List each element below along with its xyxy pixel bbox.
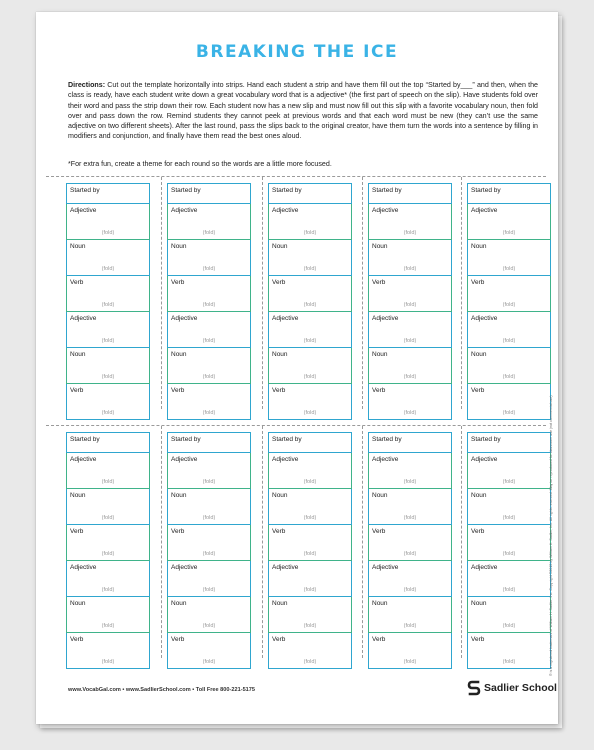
field-label: Verb [70,387,84,394]
extra-note: *For extra fun, create a theme for each round so the words are a little more focused. [68,160,332,168]
word-field[interactable] [268,240,352,276]
word-field[interactable] [66,525,150,561]
fold-label: (fold) [502,515,516,521]
word-field[interactable] [368,453,452,489]
field-label: Noun [171,600,187,607]
word-field[interactable] [368,204,452,240]
fold-label: (fold) [202,551,216,557]
fold-label: (fold) [403,266,417,272]
fold-label: (fold) [101,302,115,308]
field-label: Noun [272,243,288,250]
field-label: Started by [372,436,402,443]
field-label: Verb [272,636,286,643]
field-label: Noun [272,600,288,607]
word-field[interactable] [66,384,150,420]
directions-text: Cut out the template horizontally into strips. Hand each student a strip and have them fill out the top “Started by___” and then, when the class is ready, have each student write down a great vocabulary word that is a adjective* (the first part of speech on the slip). Have students fold over their word and pass the strip down their row. Each student now has a new slip and must now fill out this slip with a favorite vocabulary noun, then fold over and pass down the row. Remind students they cannot peek at previous words and that each word must be new (they can’t use the same adjective on two different sheets). After the last round, pass the slips back to the original creator, have them turn the words into a sentence by filling in modifiers and conjunction, and finally have them read the best ones aloud. [68,81,538,141]
field-label: Started by [272,436,302,443]
cut-line-vertical [461,177,462,409]
field-label: Started by [171,436,201,443]
field-label: Verb [272,387,286,394]
fold-label: (fold) [101,230,115,236]
fold-label: (fold) [403,338,417,344]
fold-label: (fold) [502,479,516,485]
fold-label: (fold) [502,302,516,308]
field-label: Noun [272,492,288,499]
field-label: Noun [171,351,187,358]
cut-line-vertical [362,177,363,409]
logo-text: Sadlier School [484,682,557,694]
word-field[interactable] [167,276,251,312]
field-label: Adjective [272,456,299,463]
word-field[interactable] [268,489,352,525]
fold-label: (fold) [303,551,317,557]
field-label: Noun [272,351,288,358]
word-field[interactable] [66,561,150,597]
field-label: Verb [171,636,185,643]
fold-label: (fold) [303,338,317,344]
fold-label: (fold) [202,623,216,629]
fold-label: (fold) [502,374,516,380]
field-label: Started by [471,187,501,194]
fold-label: (fold) [303,623,317,629]
field-label: Verb [272,279,286,286]
field-label: Started by [171,187,201,194]
started-by-field[interactable] [467,183,551,204]
word-field[interactable] [467,453,551,489]
word-field[interactable] [268,312,352,348]
page-title: BREAKING THE ICE [195,42,399,62]
word-field[interactable] [467,204,551,240]
field-label: Verb [372,279,386,286]
field-label: Noun [70,243,86,250]
fold-label: (fold) [303,659,317,665]
field-label: Adjective [471,456,498,463]
field-label: Verb [70,636,84,643]
word-field[interactable] [66,312,150,348]
field-label: Adjective [272,315,299,322]
field-label: Noun [471,243,487,250]
field-label: Adjective [70,564,97,571]
fold-label: (fold) [303,302,317,308]
fold-label: (fold) [502,338,516,344]
cut-line-vertical [262,177,263,409]
word-field[interactable] [467,489,551,525]
fold-label: (fold) [403,659,417,665]
started-by-field[interactable] [268,183,352,204]
word-field[interactable] [167,384,251,420]
fold-label: (fold) [303,515,317,521]
fold-label: (fold) [403,587,417,593]
fold-label: (fold) [303,230,317,236]
fold-label: (fold) [502,230,516,236]
word-field[interactable] [167,561,251,597]
cut-line-vertical [161,177,162,409]
field-label: Noun [372,351,388,358]
word-field[interactable] [368,348,452,384]
field-label: Noun [171,492,187,499]
started-by-field[interactable] [467,432,551,453]
fold-label: (fold) [101,410,115,416]
field-label: Started by [471,436,501,443]
fold-label: (fold) [303,587,317,593]
field-label: Adjective [70,207,97,214]
field-label: Verb [171,387,185,394]
word-field[interactable] [467,633,551,669]
field-label: Adjective [272,207,299,214]
fold-label: (fold) [502,266,516,272]
fold-label: (fold) [202,587,216,593]
word-field[interactable] [268,561,352,597]
field-label: Adjective [372,456,399,463]
ice-strip [167,432,251,665]
fold-label: (fold) [101,479,115,485]
cut-line-vertical [362,426,363,658]
cut-line-vertical [161,426,162,658]
field-label: Noun [70,492,86,499]
field-label: Verb [471,279,485,286]
word-field[interactable] [368,597,452,633]
field-label: Adjective [171,207,198,214]
field-label: Noun [471,351,487,358]
word-field[interactable] [268,276,352,312]
field-label: Adjective [272,564,299,571]
field-label: Adjective [471,564,498,571]
field-label: Adjective [372,207,399,214]
word-field[interactable] [268,597,352,633]
directions [68,80,538,142]
fold-label: (fold) [202,302,216,308]
word-field[interactable] [66,489,150,525]
field-label: Adjective [372,315,399,322]
fold-label: (fold) [101,338,115,344]
fold-label: (fold) [502,410,516,416]
ice-strip [467,183,551,416]
fold-label: (fold) [202,479,216,485]
field-label: Adjective [171,564,198,571]
started-by-field[interactable] [368,183,452,204]
logo-mark-icon [467,680,481,696]
field-label: Adjective [471,315,498,322]
fold-label: (fold) [403,551,417,557]
ice-strip [268,183,352,416]
word-field[interactable] [467,276,551,312]
word-field[interactable] [467,240,551,276]
field-label: Started by [272,187,302,194]
fold-label: (fold) [502,551,516,557]
fold-label: (fold) [202,659,216,665]
fold-label: (fold) [303,479,317,485]
field-label: Adjective [70,315,97,322]
field-label: Adjective [70,456,97,463]
fold-label: (fold) [502,659,516,665]
started-by-field[interactable] [66,183,150,204]
field-label: Verb [471,636,485,643]
field-label: Noun [70,351,86,358]
fold-label: (fold) [202,338,216,344]
field-label: Verb [372,528,386,535]
fold-label: (fold) [202,230,216,236]
word-field[interactable] [66,633,150,669]
fold-label: (fold) [403,230,417,236]
fold-label: (fold) [303,374,317,380]
field-label: Verb [70,528,84,535]
word-field[interactable] [167,204,251,240]
word-field[interactable] [66,453,150,489]
fold-label: (fold) [403,479,417,485]
fold-label: (fold) [502,587,516,593]
word-field[interactable] [368,240,452,276]
word-field[interactable] [66,348,150,384]
fold-label: (fold) [202,515,216,521]
word-field[interactable] [467,312,551,348]
word-field[interactable] [268,384,352,420]
cut-line-top [46,176,546,177]
word-field[interactable] [467,348,551,384]
started-by-field[interactable] [167,183,251,204]
field-label: Started by [70,187,100,194]
word-field[interactable] [66,276,150,312]
field-label: Noun [171,243,187,250]
fold-label: (fold) [403,410,417,416]
word-field[interactable] [167,633,251,669]
fold-label: (fold) [202,410,216,416]
field-label: Verb [272,528,286,535]
fold-label: (fold) [403,515,417,521]
fold-label: (fold) [303,266,317,272]
word-field[interactable] [467,597,551,633]
word-field[interactable] [368,489,452,525]
field-label: Noun [70,600,86,607]
fold-label: (fold) [403,302,417,308]
word-field[interactable] [268,453,352,489]
cut-line-vertical [461,426,462,658]
fold-label: (fold) [403,623,417,629]
fold-label: (fold) [202,374,216,380]
field-label: Noun [471,492,487,499]
cut-line-vertical [262,426,263,658]
ice-strip [167,183,251,416]
fold-label: (fold) [101,623,115,629]
fold-label: (fold) [303,410,317,416]
fold-label: (fold) [403,374,417,380]
field-label: Verb [171,528,185,535]
word-field[interactable] [368,276,452,312]
word-field[interactable] [368,561,452,597]
ice-strip [368,432,452,665]
word-field[interactable] [368,633,452,669]
field-label: Verb [372,636,386,643]
word-field[interactable] [467,561,551,597]
word-field[interactable] [167,453,251,489]
field-label: Noun [372,243,388,250]
fold-label: (fold) [502,623,516,629]
started-by-field[interactable] [268,432,352,453]
started-by-field[interactable] [66,432,150,453]
directions-label: Directions: [68,81,106,89]
word-field[interactable] [167,597,251,633]
field-label: Verb [70,279,84,286]
word-field[interactable] [368,525,452,561]
started-by-field[interactable] [368,432,452,453]
field-label: Adjective [171,315,198,322]
word-field[interactable] [368,312,452,348]
field-label: Noun [372,600,388,607]
word-field[interactable] [167,348,251,384]
field-label: Adjective [171,456,198,463]
word-field[interactable] [167,489,251,525]
field-label: Noun [372,492,388,499]
field-label: Verb [171,279,185,286]
ice-strip [66,183,150,416]
ice-strip [66,432,150,665]
word-field[interactable] [167,240,251,276]
ice-strip [467,432,551,665]
word-field[interactable] [467,525,551,561]
word-field[interactable] [467,384,551,420]
field-label: Verb [372,387,386,394]
started-by-field[interactable] [167,432,251,453]
field-label: Started by [70,436,100,443]
copyright-notice: ® is a registered trademark of William H. Sadlier, Inc. Copyright ©2015 by William H. Sadlier, Inc. All rights reserved. May be reproduced for classroom use (not commercial use) [549,395,553,676]
fold-label: (fold) [101,551,115,557]
fold-label: (fold) [101,515,115,521]
field-label: Verb [471,528,485,535]
field-label: Noun [471,600,487,607]
word-field[interactable] [66,204,150,240]
cut-line-middle [46,425,546,426]
footer-links: www.VocabGal.com • www.SadlierSchool.com • Toll Free 800-221-5175 [68,687,256,693]
word-field[interactable] [66,597,150,633]
field-label: Started by [372,187,402,194]
word-field[interactable] [268,204,352,240]
field-label: Adjective [471,207,498,214]
word-field[interactable] [368,384,452,420]
word-field[interactable] [66,240,150,276]
fold-label: (fold) [101,266,115,272]
word-field[interactable] [167,525,251,561]
word-field[interactable] [268,633,352,669]
fold-label: (fold) [101,374,115,380]
field-label: Adjective [372,564,399,571]
word-field[interactable] [268,525,352,561]
fold-label: (fold) [202,266,216,272]
word-field[interactable] [268,348,352,384]
fold-label: (fold) [101,659,115,665]
field-label: Verb [471,387,485,394]
fold-label: (fold) [101,587,115,593]
ice-strip [368,183,452,416]
word-field[interactable] [167,312,251,348]
ice-strip [268,432,352,665]
